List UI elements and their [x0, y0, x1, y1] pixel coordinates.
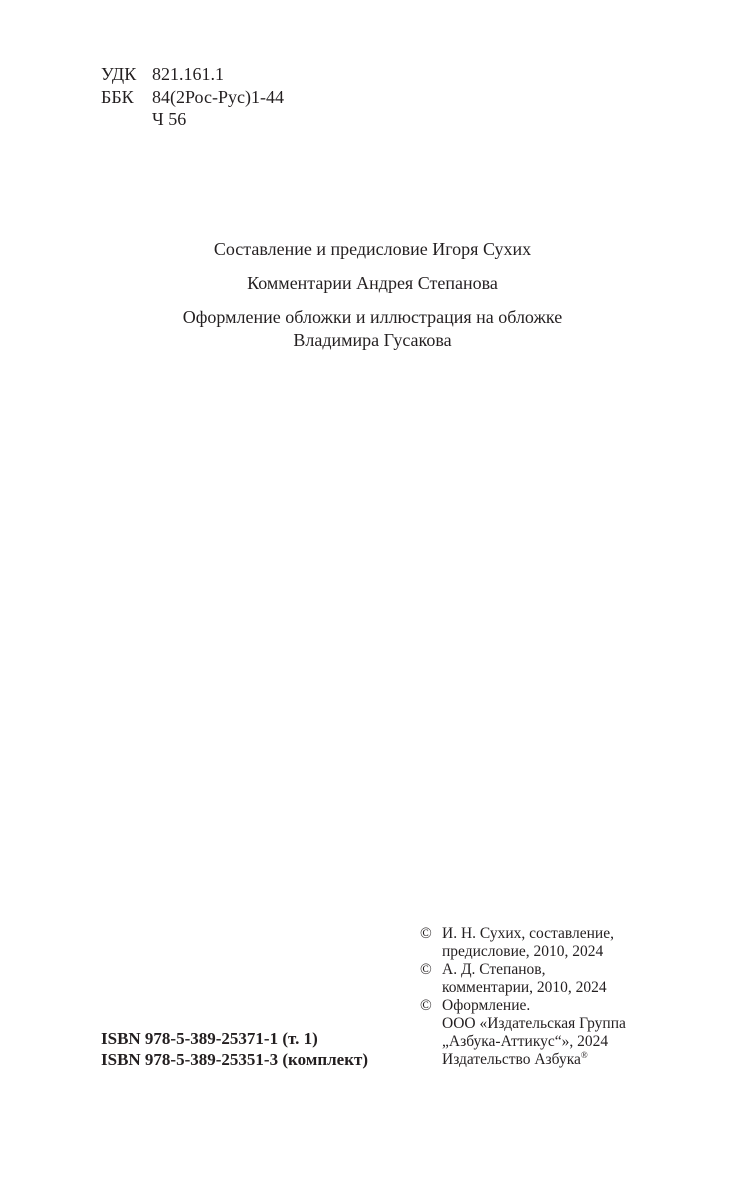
- bbk-label: ББК: [101, 86, 134, 107]
- credits-block: [0, 238, 738, 352]
- compiler-credit: Составление и предисловие Игоря Сухих: [213, 239, 532, 259]
- copyright-line: комментарии, 2010, 2024: [442, 979, 607, 996]
- copyright-line: И. Н. Сухих, составление,: [442, 925, 614, 942]
- author-sign-row: [101, 108, 284, 131]
- copyright-block: [420, 925, 626, 1069]
- copyright-line: ООО «Издательская Группа: [442, 1015, 626, 1032]
- bbk-row: [101, 86, 284, 109]
- author-sign-label: [101, 108, 152, 131]
- isbn-volume: ISBN 978-5-389-25371-1 (т. 1): [101, 1029, 318, 1048]
- copyright-line: „Азбука-Аттикус“», 2024: [442, 1033, 609, 1050]
- copyright-symbol: ©: [420, 925, 432, 942]
- author-sign-value: Ч 56: [152, 109, 187, 129]
- registered-mark: ®: [580, 1049, 588, 1060]
- publisher-name: Издательство Азбука: [442, 1051, 581, 1068]
- copyright-entry: [420, 961, 626, 997]
- comments-credit: Комментарии Андрея Степанова: [247, 273, 498, 293]
- design-credit-line1: Оформление обложки и иллюстрация на обложке: [182, 307, 563, 327]
- copyright-entry: [420, 925, 626, 961]
- copyright-entry: [420, 997, 626, 1069]
- classification-block: [101, 63, 284, 131]
- udk-value: 821.161.1: [152, 64, 224, 84]
- copyright-line: предисловие, 2010, 2024: [442, 943, 604, 960]
- copyright-line: Оформление.: [442, 997, 531, 1014]
- copyright-line-publisher: [442, 1051, 626, 1069]
- copyright-line: А. Д. Степанов,: [442, 961, 546, 978]
- copyright-symbol: ©: [420, 961, 432, 978]
- isbn-block: [101, 1028, 368, 1070]
- copyright-symbol: ©: [420, 997, 432, 1014]
- udk-row: [101, 63, 284, 86]
- udk-label: УДК: [101, 64, 137, 84]
- design-credit-line2: Владимира Гусакова: [293, 330, 452, 350]
- bbk-value: 84(2Рос-Рус)1-44: [152, 86, 284, 107]
- isbn-set: ISBN 978-5-389-25351-3 (комплект): [101, 1050, 369, 1069]
